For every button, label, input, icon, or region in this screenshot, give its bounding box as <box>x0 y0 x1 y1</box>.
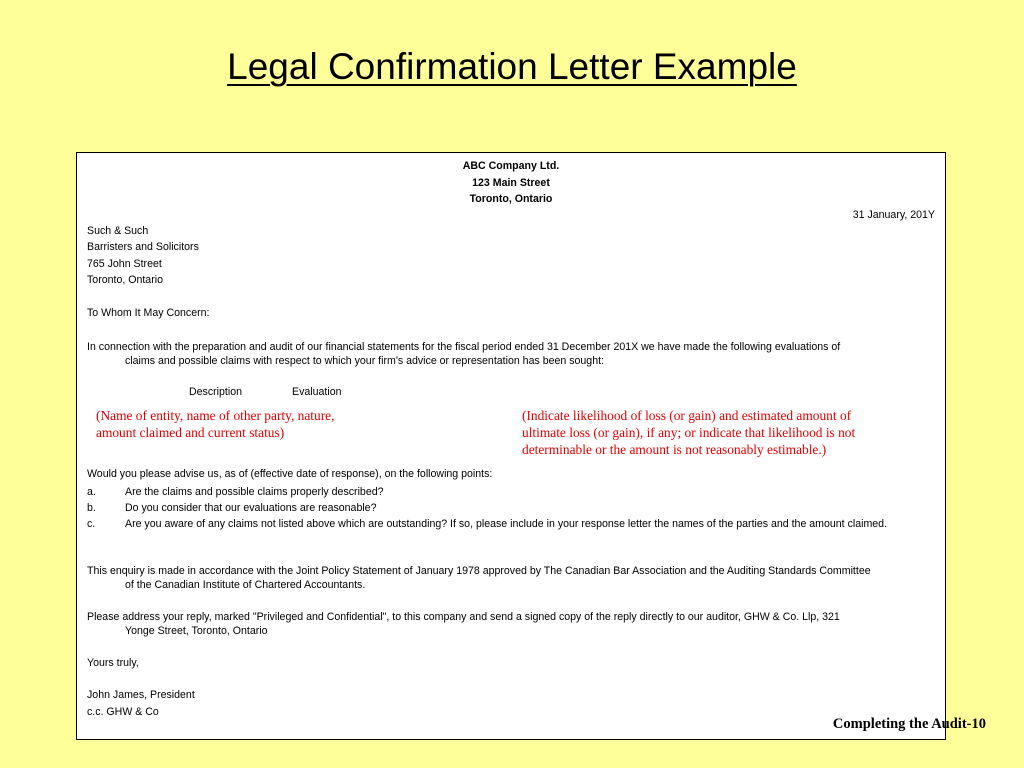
evaluation-placeholder-line-3: determinable or the amount is not reasonably estimable.) <box>522 442 827 457</box>
company-street: 123 Main Street <box>472 177 550 189</box>
company-city: Toronto, Ontario <box>469 193 553 205</box>
intro-paragraph <box>87 340 939 368</box>
point-text: Are the claims and possible claims properly described? <box>125 486 384 498</box>
evaluation-placeholder <box>522 407 942 458</box>
recipient-street: 765 John Street <box>87 258 162 270</box>
point-marker: a. <box>87 486 96 498</box>
slide-footer: Completing the Audit-10 <box>832 716 986 732</box>
company-name: ABC Company Ltd. <box>462 160 560 172</box>
description-placeholder-line-1: (Name of entity, name of other party, nature, <box>96 408 335 423</box>
description-header: Description <box>189 386 242 398</box>
recipient-firm: Barristers and Solicitors <box>87 241 199 253</box>
evaluation-placeholder-line-2: ultimate loss (or gain), if any; or indicate that likelihood is not <box>522 425 856 440</box>
reply-line-1: Please address your reply, marked "Privileged and Confidential", to this company and send a signed copy of the reply directly to our auditor, GHW & Co. Llp, 321 <box>87 611 840 623</box>
recipient-name: Such & Such <box>87 225 149 237</box>
policy-line-1: This enquiry is made in accordance with the Joint Policy Statement of January 1978 approved by The Canadian Bar Association and the Auditing Standards Committee <box>87 565 871 577</box>
point-b <box>87 501 939 515</box>
evaluation-header: Evaluation <box>292 386 342 398</box>
evaluation-placeholder-line-1: (Indicate likelihood of loss (or gain) and estimated amount of <box>522 408 852 423</box>
signature: John James, President <box>87 689 195 701</box>
intro-line-2: claims and possible claims with respect to which your firm's advice or representation has been sought: <box>125 355 604 367</box>
reply-line-2: Yonge Street, Toronto, Ontario <box>125 625 268 637</box>
policy-line-2: of the Canadian Institute of Chartered Accountants. <box>125 579 366 591</box>
cc-line: c.c. GHW & Co <box>87 706 159 718</box>
point-text: Do you consider that our evaluations are reasonable? <box>125 502 377 514</box>
slide-title: Legal Confirmation Letter Example <box>227 46 797 87</box>
points-intro: Would you please advise us, as of (effective date of response), on the following points: <box>87 468 493 480</box>
closing: Yours truly, <box>87 657 139 669</box>
description-placeholder-line-2: amount claimed and current status) <box>96 425 285 440</box>
letter-panel <box>76 152 946 740</box>
point-a <box>87 485 939 499</box>
recipient-city: Toronto, Ontario <box>87 274 163 286</box>
intro-line-1: In connection with the preparation and audit of our financial statements for the fiscal period ended 31 December 201X we have made the following evaluations of <box>87 341 841 353</box>
point-marker: c. <box>87 518 96 530</box>
point-marker: b. <box>87 502 96 514</box>
point-c <box>87 517 939 545</box>
salutation: To Whom It May Concern: <box>87 307 210 319</box>
letter-date: 31 January, 201Y <box>852 209 935 221</box>
point-text: Are you aware of any claims not listed above which are outstanding? If so, please include in your response letter the names of the parties and the amount claimed. <box>125 518 888 530</box>
reply-paragraph <box>87 610 939 638</box>
description-placeholder <box>96 407 516 441</box>
policy-paragraph <box>87 564 939 592</box>
